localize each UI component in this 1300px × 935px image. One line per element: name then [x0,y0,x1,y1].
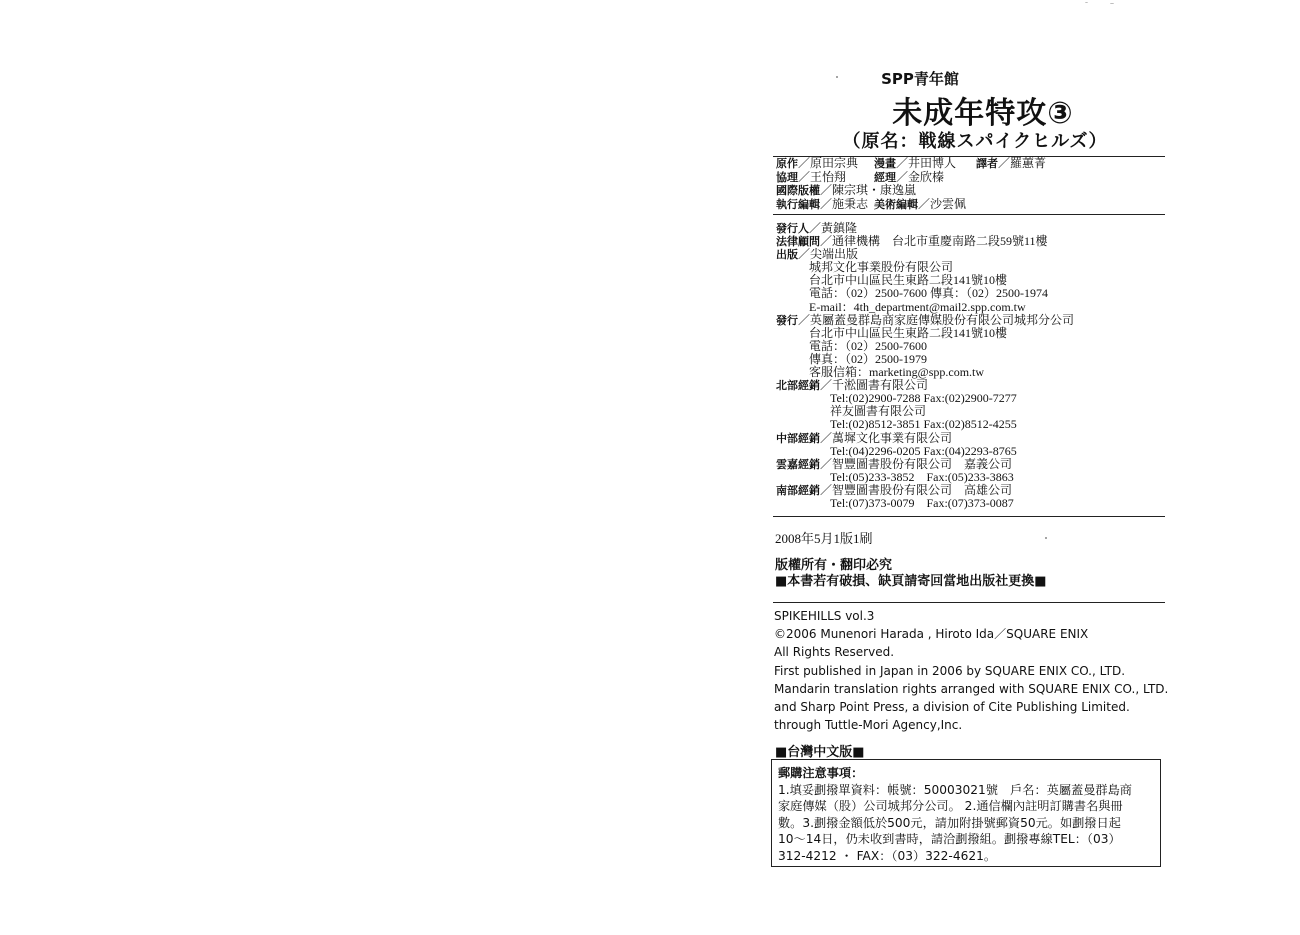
publishing-text: Tel:(07)373-0079 Fax:(07)373-0087 [830,495,1014,510]
license-line: SPIKEHILLS vol.3 [774,609,875,623]
credits-block [776,157,1166,211]
credit-row [776,157,1166,171]
publishing-text: Tel:(05)233-3852 Fax:(05)233-3863 [830,469,1014,484]
order-notice-title: 郵購注意事項： [778,766,864,780]
credit-row [776,184,1166,198]
scan-speck [1085,2,1088,3]
publishing-text: ／尖端出版 [798,247,859,262]
credit-role: 協理 [776,170,798,184]
original-title: （原名：戦線スパイクヒルズ） [842,131,1108,152]
publishing-text: ／萬墀文化事業有限公司 [820,430,953,445]
credit-role: 執行編輯 [776,197,820,211]
credit-name: ／陳宗琪・康逸嵐 [820,183,917,197]
scan-speck [836,76,838,78]
credit-row [776,171,1166,185]
credit-name: ／施秉志 [820,196,869,211]
rights-line: ■本書若有破損、缺頁請寄回當地出版社更換■ [775,574,1047,589]
credit-role: 漫畫 [874,157,896,170]
publishing-text: ／黃鎮隆 [809,221,858,235]
publishing-role: 南部經銷 [776,483,820,497]
publishing-text: 傳真：（02）2500-1979 [809,351,927,366]
publishing-text: Tel:(04)2296-0205 Fax:(04)2293-8765 [830,443,1017,458]
publishing-role: 中部經銷 [776,431,820,445]
credit-role: 經理 [874,170,896,184]
publishing-role: 法律顧問 [776,235,820,249]
publishing-text: ／智豐圖書股份有限公司 嘉義公司 [820,456,1013,471]
credit-name: ／井田博人 [896,156,957,170]
license-line: through Tuttle-Mori Agency,Inc. [774,718,963,733]
publishing-block [776,222,1176,510]
publishing-role: 北部經銷 [776,379,820,393]
publishing-text: ／千淞圖書有限公司 [820,378,929,393]
publishing-role: 發行人 [776,222,809,235]
publishing-text: ／英屬蓋曼群島商家庭傳媒股份有限公司城邦分公司 [798,312,1075,327]
scan-speck [1045,537,1047,539]
scan-speck [1110,3,1114,4]
publishing-text: Tel:(02)2900-7288 Fax:(02)2900-7277 [830,391,1017,406]
publishing-text: E-mail：4th_department@mail2.spp.com.tw [809,299,1026,314]
license-line: Mandarin translation rights arranged with SQUARE ENIX CO., LTD. [774,681,1169,696]
publishing-text: 客服信箱：marketing@spp.com.tw [809,365,985,380]
printing-date: 2008年5月1版1刷 [775,531,873,546]
publishing-text: 電話：（02）2500-7600 [809,338,927,353]
book-title: 未成年特攻③ [892,96,1074,131]
publishing-text: 城邦文化事業股份有限公司 [809,260,954,275]
publishing-text: ／智豐圖書股份有限公司 高雄公司 [820,482,1013,497]
divider-credits [773,214,1165,215]
publishing-role: 發行 [776,313,798,327]
publishing-role: 雲嘉經銷 [776,457,820,471]
publishing-role: 出版 [776,248,798,262]
credit-name: ／王怡翔 [798,169,847,184]
credit-name: ／羅蕙菁 [998,156,1047,170]
taiwan-edition-label: ■台灣中文版■ [775,745,865,760]
license-line: All Rights Reserved. [774,645,895,660]
order-notice-line: 1.填妥劃撥單資料：帳號：50003021號 戶名：英屬蓋曼群島商 [778,782,1132,797]
imprint-label: SPP青年館 [881,70,959,88]
credit-role: 譯者 [976,157,998,170]
order-notice-line: 家庭傳媒（股）公司城邦分公司。 2.通信欄內註明訂購書名與冊 [778,799,1123,813]
order-notice-line: 數。3.劃撥金額低於500元，請加附掛號郵資50元。如劃撥日起 [778,815,1121,830]
divider-publishing [773,516,1165,517]
publishing-text: ／通律機構 台北市重慶南路二段59號11樓 [820,234,1048,249]
publishing-text: Tel:(02)8512-3851 Fax:(02)8512-4255 [830,417,1017,432]
order-notice-box [771,759,1161,867]
credit-name: ／沙雲佩 [918,196,967,211]
credit-name: ／原田宗典 [798,156,859,170]
credit-role: 原作 [776,157,798,170]
rights-notice [775,558,1047,590]
divider-rights [773,602,1165,603]
credit-row [776,198,1166,212]
publishing-text: 台北市中山區民生東路二段141號10樓 [809,325,1008,340]
publishing-text: 台北市中山區民生東路二段141號10樓 [809,273,1008,288]
rights-line: 版權所有・翻印必究 [775,558,893,573]
credit-name: ／金欣榛 [896,169,945,184]
publishing-text: 祥友圖書有限公司 [830,404,927,419]
license-line: ©2006 Munenori Harada , Hiroto Ida／SQUARE ENIX [774,627,1089,642]
license-line: First published in Japan in 2006 by SQUARE ENIX CO., LTD. [774,663,1126,678]
order-notice-line: 312-4212 ・ FAX：（03）322-4621。 [778,848,997,863]
credit-role: 美術編輯 [874,197,918,211]
publishing-text: 電話：（02）2500-7600 傳真：（02）2500-1974 [809,286,1048,301]
license-block [774,607,1168,734]
publishing-row [776,497,1176,510]
order-notice-line: 10～14日，仍未收到書時，請洽劃撥組。劃撥專線TEL：（03） [778,832,1121,846]
credit-role: 國際版權 [776,184,820,197]
license-line: and Sharp Point Press, a division of Cite Publishing Limited. [774,700,1130,715]
